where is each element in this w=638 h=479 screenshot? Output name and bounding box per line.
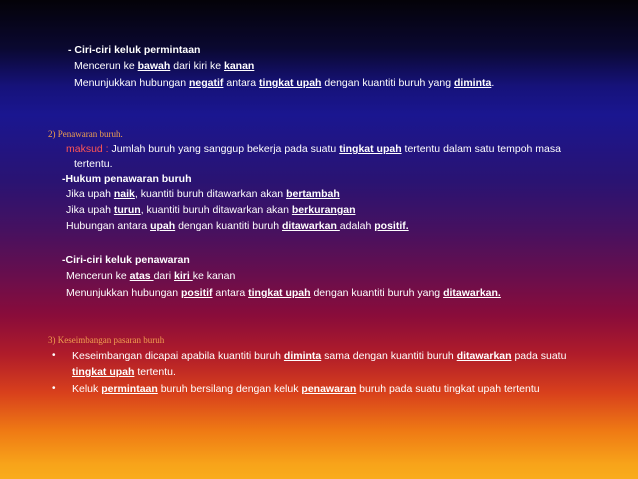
keyword: tingkat upah: [248, 287, 311, 299]
equilibrium-bullet-1: [72, 350, 566, 363]
text: Jika upah: [66, 204, 114, 216]
text: antara: [212, 287, 249, 299]
text: dengan kuantiti buruh yang: [321, 77, 454, 89]
keyword: negatif: [189, 77, 224, 89]
text: Keseimbangan dicapai apabila kuantiti buruh: [72, 350, 284, 362]
text: tertentu.: [134, 366, 176, 378]
text: , kuantiti buruh ditawarkan akan: [134, 188, 287, 200]
keyword: turun: [113, 204, 141, 216]
keyword: penawaran: [301, 383, 357, 395]
supply-law-3: [66, 220, 409, 233]
keyword: diminta: [283, 350, 322, 362]
text: tertentu dalam satu tempoh masa: [401, 143, 561, 155]
text: ke kanan: [192, 270, 236, 282]
text: Jumlah buruh yang sanggup bekerja pada suatu: [111, 143, 340, 155]
keyword: tingkat upah: [259, 77, 322, 89]
keyword: naik: [113, 188, 135, 200]
supply-section-title: 2) Penawaran buruh.: [48, 129, 123, 139]
supply-law-1: [66, 188, 340, 201]
keyword: kiri: [174, 270, 193, 282]
text: dari: [153, 270, 174, 282]
text: dari kiri ke: [170, 60, 224, 72]
supply-law-2: [66, 204, 356, 217]
supply-law-heading: -Hukum penawaran buruh: [62, 173, 192, 185]
keyword: upah: [150, 220, 176, 232]
text: sama dengan kuantiti buruh: [321, 350, 457, 362]
text: Mencerun ke: [66, 270, 130, 282]
text: buruh bersilang dengan keluk: [157, 383, 302, 395]
keyword: ditawarkan: [282, 220, 340, 232]
text: Menunjukkan hubungan: [66, 287, 182, 299]
supply-curve-line-1: [66, 270, 235, 283]
supply-curve-heading: -Ciri-ciri keluk penawaran: [62, 254, 190, 266]
keyword: positif: [181, 287, 213, 299]
demand-line-1: [74, 60, 254, 73]
text: adalah: [339, 220, 375, 232]
keyword: permintaan: [101, 383, 158, 395]
equilibrium-bullet-2: [72, 383, 540, 396]
text: antara: [223, 77, 260, 89]
demand-line-2: [74, 77, 494, 90]
text: Jika upah: [66, 188, 114, 200]
keyword: ditawarkan: [456, 350, 512, 362]
text: Keluk: [72, 383, 102, 395]
keyword: berkurangan: [291, 204, 356, 216]
text: Mencerun ke: [74, 60, 138, 72]
text: buruh pada suatu tingkat upah tertentu: [356, 383, 540, 395]
bullet-icon: •: [52, 383, 56, 394]
supply-curve-line-2: [66, 287, 501, 300]
keyword: tingkat upah: [339, 143, 402, 155]
text: Menunjukkan hubungan: [74, 77, 190, 89]
definition-label: maksud :: [66, 143, 112, 155]
keyword: ditawarkan.: [443, 287, 501, 299]
keyword: positif.: [374, 220, 409, 232]
text: dengan kuantiti buruh yang: [310, 287, 444, 299]
supply-definition: [66, 143, 561, 156]
equilibrium-section-title: 3) Keseimbangan pasaran buruh: [48, 335, 165, 345]
text: , kuantiti buruh ditawarkan akan: [140, 204, 292, 216]
keyword: atas: [129, 270, 154, 282]
demand-heading: - Ciri-ciri keluk permintaan: [68, 44, 201, 56]
bullet-icon: •: [52, 350, 56, 361]
keyword: bertambah: [286, 188, 340, 200]
text: Hubungan antara: [66, 220, 151, 232]
supply-definition-cont: tertentu.: [74, 158, 113, 170]
keyword: bawah: [137, 60, 171, 72]
keyword: tingkat upah: [72, 366, 135, 378]
keyword: diminta: [454, 77, 492, 89]
keyword: kanan: [224, 60, 255, 72]
text: .: [491, 77, 495, 89]
equilibrium-bullet-1-cont: [72, 366, 176, 379]
text: pada suatu: [511, 350, 567, 362]
text: dengan kuantiti buruh: [175, 220, 283, 232]
